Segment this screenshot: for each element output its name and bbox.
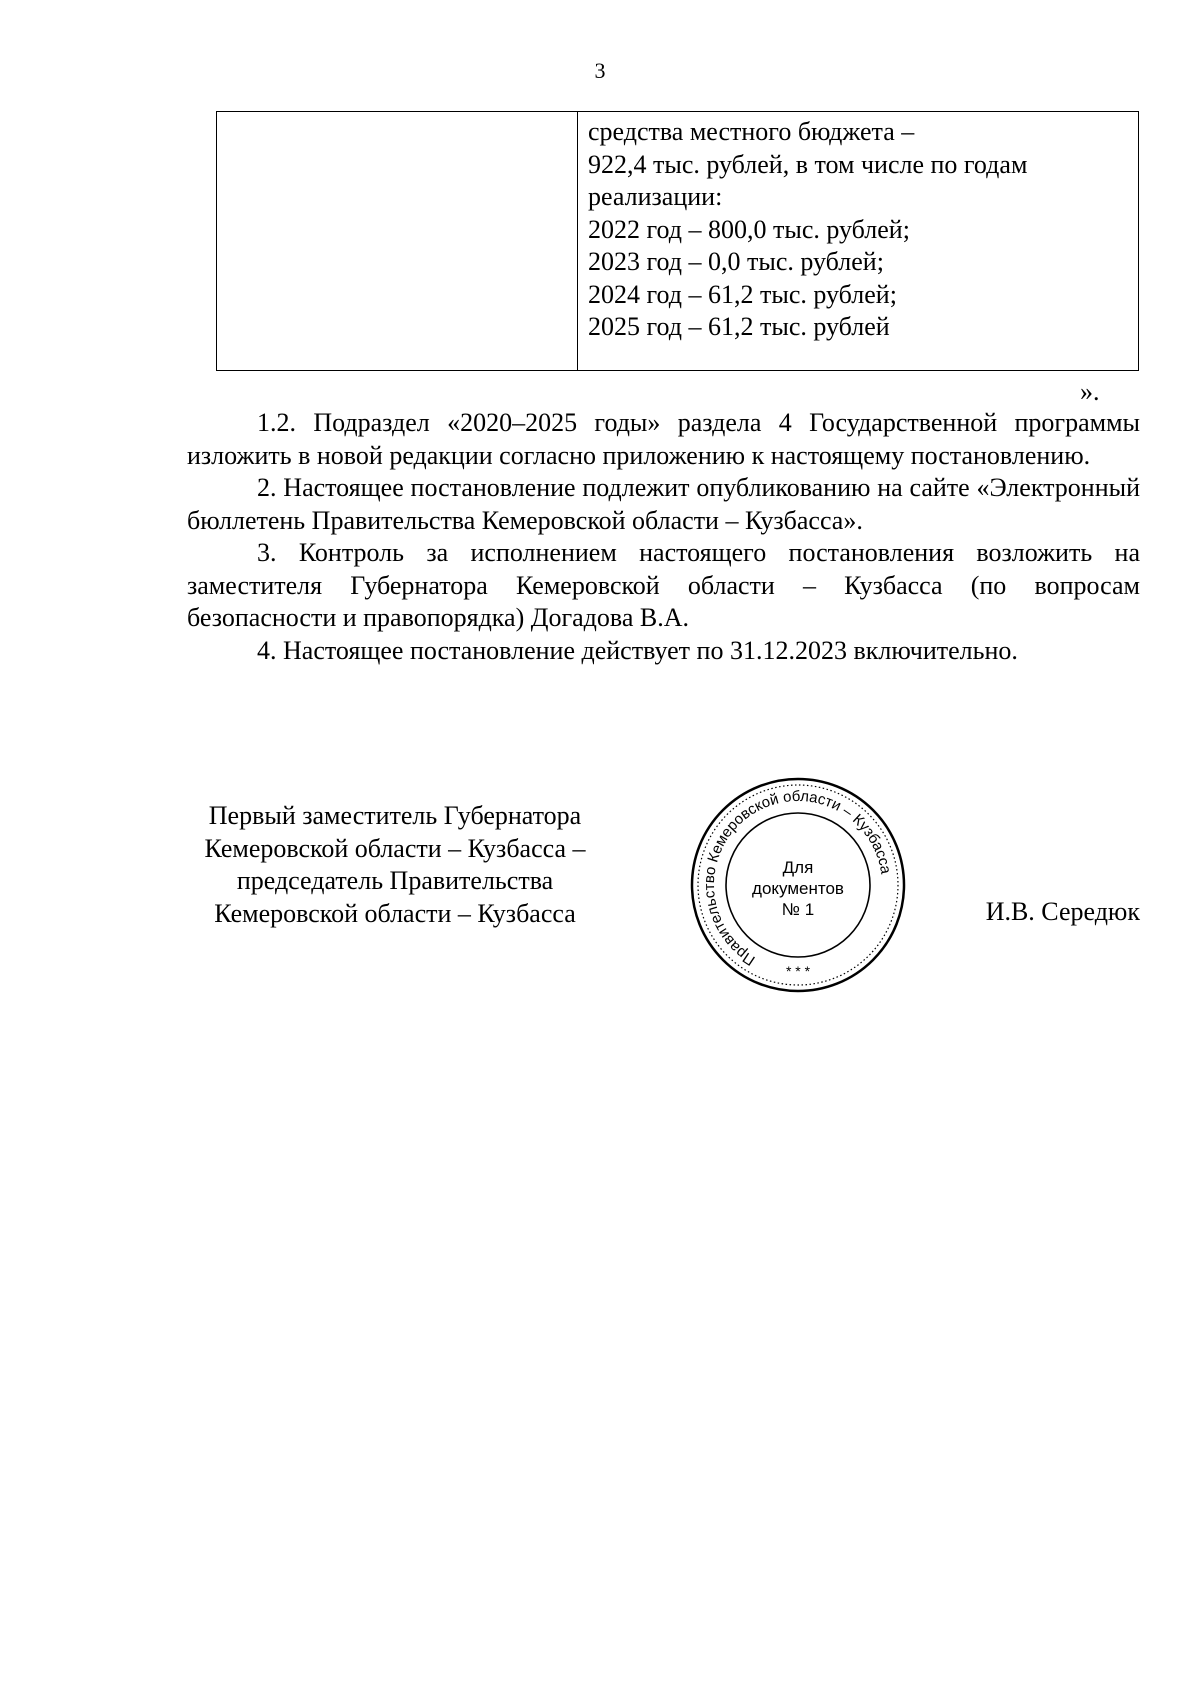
stamp-center-line: Для [782,858,814,877]
stamp-ring-text: Правительство Кемеровской области – Кузбасса [700,787,895,969]
funding-line: средства местного бюджета – [588,117,915,146]
signer-title-line: Кемеровской области – Кузбасса [214,898,576,928]
stamp-stars: * * * [785,963,811,979]
signer-title-line: Кемеровской области – Кузбасса – [204,833,586,863]
official-stamp [688,775,908,995]
funding-line: 2023 год – 0,0 тыс. рублей; [588,247,884,276]
stamp-center-line: № 1 [781,900,815,919]
table-cell-empty [217,112,578,370]
stamp-center-line: документов [752,879,844,898]
budget-table [216,111,1139,371]
funding-line: 2024 год – 61,2 тыс. рублей; [588,279,897,309]
closing-quote: ». [1080,377,1100,406]
paragraph-3: 3. Контроль за исполнением настоящего постановления возложить на заместителя Губернатора Кемеровской области – Кузбасса (по вопросам безопасности и правопорядка) Догадова В.А. [187,538,1140,632]
signer-name: И.В. Середюк [985,897,1140,926]
signer-title [180,800,610,930]
signer-title-line: Первый заместитель Губернатора [208,801,582,830]
funding-line: реализации: [588,182,723,211]
signer-title-line: председатель Правительства [236,866,554,895]
paragraph-2: 2. Настоящее постановление подлежит опубликованию на сайте «Электронный бюллетень Правительства Кемеровской области – Кузбасса». [187,473,1140,535]
funding-line: 922,4 тыс. рублей, в том числе по годам [588,149,1028,179]
paragraph-1-2: 1.2. Подраздел «2020–2025 годы» раздела 4 Государственной программы изложить в новой редакции согласно приложению к настоящему постановлению. [187,408,1140,470]
body-text [187,407,1140,667]
paragraph-4: 4. Настоящее постановление действует по 31.12.2023 включительно. [257,635,1018,665]
funding-line: 2025 год – 61,2 тыс. рублей [588,312,890,341]
table-cell-funding [578,112,1138,370]
funding-line: 2022 год – 800,0 тыс. рублей; [588,214,910,244]
page-number: 3 [594,58,606,83]
